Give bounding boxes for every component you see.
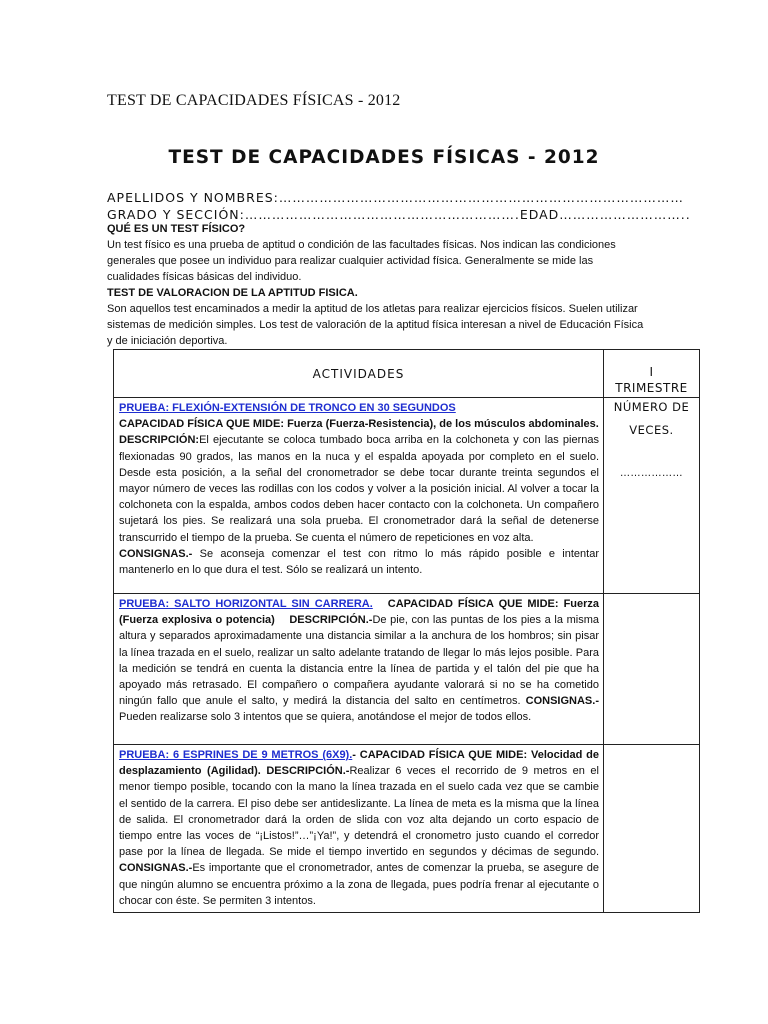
- grade-field-line: [107, 207, 691, 222]
- capacity-label: CAPACIDAD FÍSICA QUE MIDE:: [119, 418, 284, 431]
- score-label-1: NÚMERO DE: [613, 400, 690, 414]
- description-text: El ejecutante se coloca tumbado boca arriba en la colchoneta y con las piernas flexionadas 90 grados, las manos en la nuca y el espalda apoyada por completo en el suelo. Desde esta posición, a la señal del cronometrador se debe tocar durante treinta segundos el mayor número de veces las rodillas con los codos y volver a la posición inicial. Al volver a tocar la colchoneta con la espalda, ambos codos deben hacer contacto con la colchoneta. Un compañero sujetará los pies. Se realizará una sola prueba. El cronometrador dará la señal de detenerse transcurrido el tiempo de la prueba. Se cuenta el número de repeticiones en voz alta.: [119, 434, 599, 544]
- capacity-label: CAPACIDAD FÍSICA QUE MIDE:: [387, 598, 559, 610]
- table-row: [114, 745, 700, 913]
- score-cell[interactable]: [604, 398, 700, 594]
- table-header-row: [114, 350, 700, 398]
- consignas-label: CONSIGNAS.-: [119, 862, 193, 875]
- description-label: DESCRIPCIÓN.-: [289, 614, 373, 627]
- consignas-text: Es importante que el cronometrador, antes de comenzar la prueba, se asegure de que ningún alumno se encuentra próximo a la zona de llegada, pues podría frenar al ejecutante o chocar con éste. Se permiten 3 intentos.: [119, 862, 599, 907]
- names-blank: ………………………………………………………………………………: [278, 190, 684, 205]
- consignas-label: CONSIGNAS.-: [525, 695, 599, 708]
- document-header: TEST DE CAPACIDADES FÍSICAS - 2012: [107, 92, 401, 109]
- score-cell[interactable]: [604, 594, 700, 745]
- table-row: [114, 594, 700, 745]
- question-heading-2: TEST DE VALORACION DE LA APTITUD FISICA.: [107, 287, 358, 299]
- test-cell: [114, 745, 604, 913]
- score-blank: ………………: [620, 468, 683, 479]
- table-row: [114, 398, 700, 594]
- consignas-text: Se aconseja comenzar el test con ritmo lo más rápido posible e intentar mantenerlo en lo que dura el test. Sólo se realizará un intento.: [119, 547, 599, 577]
- grade-blank: ……………………………………………………: [244, 207, 515, 222]
- tests-table: [113, 349, 700, 913]
- description-text: De pie, con las puntas de los pies a la misma altura y separados aproximadamente una distancia similar a la anchura de los hombros; sin pisar la línea trazada en el suelo, realizar un salto adelante tratando de llegar lo más lejos posible. Para la medición se tendrá en cuenta la distancia entre la línea de partida y el talón del pie que ha apoyado más retrasado. El compañero o compañera ayudante valorará si no se ha cometido ningún fallo que anule el salto, y medirá la distancia del salto en centímetros.: [119, 614, 599, 708]
- age-blank: ………………………..: [559, 207, 691, 222]
- grade-label: GRADO Y SECCIÓN:: [107, 207, 245, 222]
- page-title: TEST DE CAPACIDADES FÍSICAS - 2012: [168, 147, 600, 168]
- question-text-2: Son aquellos test encaminados a medir la aptitud de los atletas para realizar ejercicios físicos. Suelen utilizar sistemas de medición simples. Los test de valoración de la aptitud física interesan a nivel de Educación Física y de iniciación deportiva.: [107, 303, 644, 347]
- capacity-value: Fuerza (Fuerza-Resistencia), de los músculos abdominales.: [287, 418, 599, 431]
- activities-header: ACTIVIDADES: [114, 350, 604, 398]
- names-label: APELLIDOS Y NOMBRES:: [107, 190, 279, 205]
- consignas-label: CONSIGNAS.-: [119, 547, 193, 560]
- test-title-link[interactable]: PRUEBA: SALTO HORIZONTAL SIN CARRERA.: [119, 598, 373, 610]
- test-title-link[interactable]: PRUEBA: FLEXIÓN-EXTENSIÓN DE TRONCO EN 30 SEGUNDOS: [119, 402, 456, 414]
- capacity-label: - CAPACIDAD FÍSICA QUE MIDE:: [352, 749, 528, 761]
- test-cell: [114, 594, 604, 745]
- question-text-1: Un test físico es una prueba de aptitud o condición de las facultades físicas. Nos indican las condiciones generales que posee un individuo para realizar cualquier actividad física. Generalmente se mide las cualidades físicas básicas del individuo.: [107, 239, 616, 283]
- description-text: Realizar 6 veces el recorrido de 9 metros en el menor tiempo posible, tocando con la mano la línea trazada en el suelo cada vez que se cambie el sentido de la carrera. El piso debe ser antideslizante. La línea de meta es la misma que la línea de salida. El cronometrador dará la orden de slida con voz alta dejando un corto espacio de tiempo entre las voces de “¡Listos!”…”¡Ya!”, y detendrá el cronometro justo cuando el corredor pase por la línea de llegada. Se mide el tiempo invertido en segundos y décimas de segundo.: [119, 765, 599, 859]
- names-field-line: [107, 190, 684, 205]
- test-cell: [114, 398, 604, 594]
- trimester-label: TRIMESTRE: [615, 381, 688, 395]
- description-label: DESCRIPCIÓN:: [119, 434, 200, 447]
- age-label: .EDAD: [514, 207, 560, 222]
- score-label-2: VECES.: [629, 423, 674, 437]
- score-cell[interactable]: [604, 745, 700, 913]
- capacity-value: Fuerza (Fuerza explosiva o potencia): [119, 598, 600, 627]
- description-label: DESCRIPCIÓN.-: [266, 765, 350, 778]
- question-heading-1: QUÉ ES UN TEST FÍSICO?: [107, 223, 246, 235]
- consignas-text: Pueden realizarse solo 3 intentos que se quiera, anotándose el mejor de todos ellos.: [119, 711, 532, 724]
- capacity-value: Velocidad de desplazamiento (Agilidad).: [119, 749, 599, 778]
- trimester-header: [604, 350, 700, 398]
- test-title-link[interactable]: PRUEBA: 6 ESPRINES DE 9 METROS (6X9).: [119, 749, 353, 761]
- trimester-number: I: [649, 365, 654, 379]
